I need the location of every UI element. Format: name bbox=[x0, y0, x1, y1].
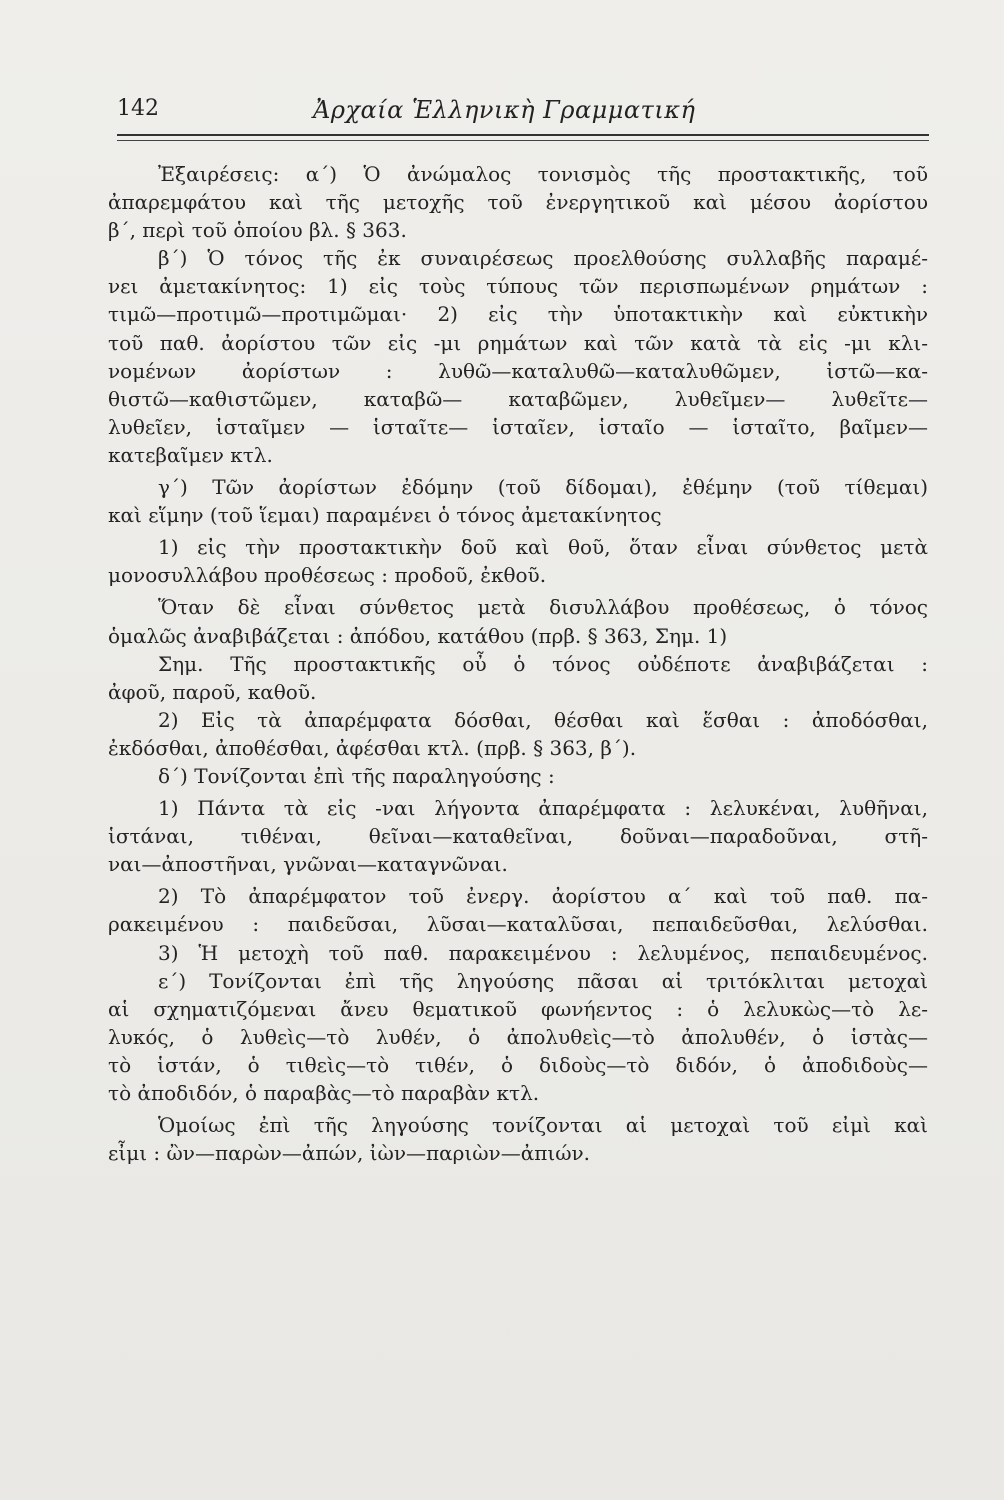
text-line: β΄) Ὁ τόνος τῆς ἐκ συναιρέσεως προελθούσης συλλαβῆς παραμέ- bbox=[158, 246, 928, 271]
text-line: β΄, περὶ τοῦ ὁποίου βλ. § 363. bbox=[108, 218, 407, 243]
text-line: ναι—ἀποστῆναι, γνῶναι—καταγνῶναι. bbox=[108, 852, 508, 877]
text-line: αἱ σχηματιζόμεναι ἄνευ θεματικοῦ φωνήεντος : ὁ λελυκὼς—τὸ λε- bbox=[108, 996, 928, 1021]
text-line: 3) Ἡ μετοχὴ τοῦ παθ. παρακειμένου : λελυμένος, πεπαιδευμένος. bbox=[158, 940, 928, 965]
text-line: 2) Εἰς τὰ ἀπαρέμφατα δόσθαι, θέσθαι καὶ ἕσθαι : ἀποδόσθαι, bbox=[158, 707, 928, 732]
running-head: Ἀρχαία Ἑλληνικὴ Γραμματική bbox=[313, 96, 696, 124]
text-line: Σημ. Τῆς προστακτικῆς οὖ ὁ τόνος οὐδέποτε ἀναβιβάζεται : bbox=[158, 651, 928, 676]
header-rule-double bbox=[117, 140, 929, 141]
page-number: 142 bbox=[117, 96, 159, 121]
text-line: Ὁμοίως ἐπὶ τῆς ληγούσης τονίζονται αἱ μετοχαὶ τοῦ εἰμὶ καὶ bbox=[158, 1113, 928, 1138]
text-line: δ΄) Τονίζονται ἐπὶ τῆς παραληγούσης : bbox=[158, 763, 555, 788]
text-line: 1) εἰς τὴν προστακτικὴν δοῦ καὶ θοῦ, ὅταν εἶναι σύνθετος μετὰ bbox=[158, 535, 928, 560]
header-rule bbox=[117, 134, 929, 136]
text-line: τιμῶ—προτιμῶ—προτιμῶμαι· 2) εἰς τὴν ὑποτακτικὴν καὶ εὐκτικὴν bbox=[108, 302, 928, 327]
text-line: θιστῶ—καθιστῶμεν, καταβῶ— καταβῶμεν, λυθεῖμεν— λυθεῖτε— bbox=[108, 386, 928, 411]
text-line: νομένων ἀορίστων : λυθῶ—καταλυθῶ—καταλυθῶμεν, ἱστῶ—κα- bbox=[108, 358, 928, 383]
text-line: ἐκδόσθαι, ἀποθέσθαι, ἀφέσθαι κτλ. (πρβ. § 363, β΄). bbox=[108, 735, 637, 760]
text-line: Ὅταν δὲ εἶναι σύνθετος μετὰ δισυλλάβου προθέσεως, ὁ τόνος bbox=[158, 595, 928, 620]
text-line: ἀφοῦ, παροῦ, καθοῦ. bbox=[108, 679, 317, 704]
text-line: τὸ ἱστάν, ὁ τιθεὶς—τὸ τιθέν, ὁ διδοὺς—τὸ διδόν, ὁ ἀποδιδοὺς— bbox=[108, 1052, 928, 1077]
text-line: 1) Πάντα τὰ εἰς -ναι λήγοντα ἀπαρέμφατα : λελυκέναι, λυθῆναι, bbox=[158, 796, 928, 821]
text-line: 2) Τὸ ἀπαρέμφατον τοῦ ἐνεργ. ἀορίστου α΄ καὶ τοῦ παθ. πα- bbox=[158, 884, 928, 909]
text-line: λυκός, ὁ λυθεὶς—τὸ λυθέν, ὁ ἀπολυθεὶς—τὸ ἀπολυθέν, ὁ ἱστὰς— bbox=[108, 1024, 928, 1049]
text-line: ρακειμένου : παιδεῦσαι, λῦσαι—καταλῦσαι, πεπαιδεῦσθαι, λελύσθαι. bbox=[108, 912, 928, 937]
text-line: γ΄) Τῶν ἀορίστων ἐδόμην (τοῦ δίδομαι), ἐθέμην (τοῦ τίθεμαι) bbox=[158, 475, 928, 500]
body-text bbox=[108, 160, 928, 1167]
text-line: κατεβαῖμεν κτλ. bbox=[108, 442, 273, 467]
text-line: λυθεῖεν, ἱσταῖμεν — ἱσταῖτε— ἱσταῖεν, ἱσταῖο — ἱσταῖτο, βαῖμεν— bbox=[108, 414, 928, 439]
text-line: τὸ ἀποδιδόν, ὁ παραβὰς—τὸ παραβὰν κτλ. bbox=[108, 1081, 540, 1105]
text-line: Ἐξαιρέσεις: α΄) Ὁ ἀνώμαλος τονισμὸς τῆς προστακτικῆς, τοῦ bbox=[158, 162, 928, 186]
text-line: νει ἀμετακίνητος: 1) εἰς τοὺς τύπους τῶν περισπωμένων ρημάτων : bbox=[108, 274, 928, 299]
page-header bbox=[117, 96, 929, 126]
text-line: ε΄) Τονίζονται ἐπὶ τῆς ληγούσης πᾶσαι αἱ τριτόκλιται μετοχαὶ bbox=[158, 968, 928, 993]
text-line: ἱστάναι, τιθέναι, θεῖναι—καταθεῖναι, δοῦναι—παραδοῦναι, στῆ- bbox=[108, 824, 928, 849]
text-line: εἶμι : ὢν—παρὼν—ἀπών, ἰὼν—παριὼν—ἀπιών. bbox=[108, 1141, 591, 1166]
text-line: μονοσυλλάβου προθέσεως : προδοῦ, ἐκθοῦ. bbox=[108, 563, 547, 588]
text-line: καὶ εἵμην (τοῦ ἵεμαι) παραμένει ὁ τόνος ἀμετακίνητος bbox=[108, 503, 662, 528]
text-line: ὁμαλῶς ἀναβιβάζεται : ἀπόδου, κατάθου (πρβ. § 363, Σημ. 1) bbox=[108, 623, 728, 648]
text-line: ἀπαρεμφάτου καὶ τῆς μετοχῆς τοῦ ἐνεργητικοῦ καὶ μέσου ἀορίστου bbox=[108, 190, 928, 215]
text-line: τοῦ παθ. ἀορίστου τῶν εἰς -μι ρημάτων καὶ τῶν κατὰ τὰ εἰς -μι κλι- bbox=[108, 330, 928, 355]
